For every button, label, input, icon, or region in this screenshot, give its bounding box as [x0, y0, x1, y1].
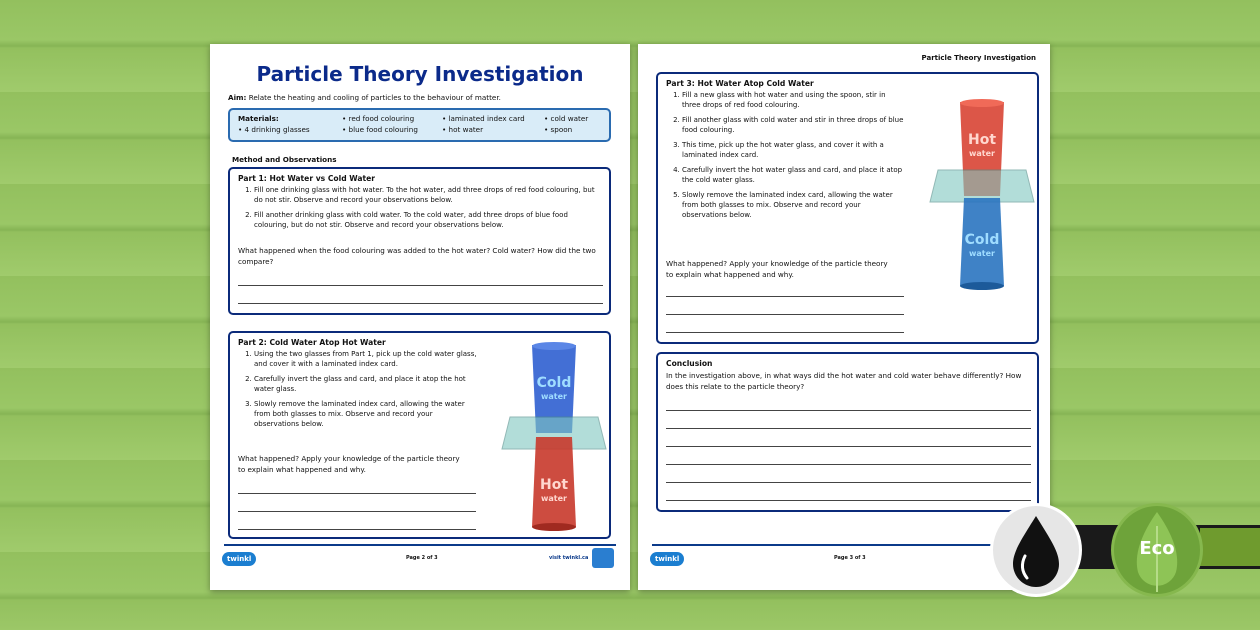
svg-text:Hot: Hot — [539, 477, 569, 493]
svg-text:water: water — [541, 392, 567, 401]
aim: Aim: Relate the heating and cooling of particles to the behaviour of matter. — [228, 93, 501, 102]
answer-line[interactable] — [238, 529, 476, 530]
answer-line[interactable] — [666, 446, 1031, 447]
svg-text:water: water — [541, 494, 567, 503]
answer-line[interactable] — [666, 482, 1031, 483]
page-title: Particle Theory Investigation — [256, 62, 584, 86]
badge-icon — [592, 548, 614, 568]
svg-text:water: water — [969, 149, 995, 158]
answer-line[interactable] — [666, 428, 1031, 429]
answer-line[interactable] — [238, 493, 476, 494]
twinkl-logo: twinkl — [650, 552, 684, 566]
answer-line[interactable] — [238, 511, 476, 512]
footer: twinkl Page 3 of 3 — [652, 544, 1036, 546]
answer-line[interactable] — [666, 296, 904, 297]
answer-line[interactable] — [666, 314, 904, 315]
worksheet-page-3 — [638, 44, 1050, 590]
part2-box: Part 2: Cold Water Atop Hot Water 1. Using the two glasses from Part 1, pick up the cold water glass, and cover it with a laminated index card. 2. Carefully invert the glass and card, and place it atop the hot water glass. 3. Slowly remove the laminated index card, allowing the water from both glasses to mix. Observe and record your observations below. What happened? Apply your knowledge of the particle theory to explain what happened and why. Cold water Hot water — [228, 331, 611, 539]
answer-line[interactable] — [238, 285, 603, 286]
part3-box: Part 3: Hot Water Atop Cold Water 1. Fill a new glass with hot water and using the spoon, stir in three drops of red food colouring. 2. Fill another glass with cold water and stir in three drops of blue food colouring. 3. This time, pick up the hot water glass, and cover it with a laminated index card. 4. Carefully invert the hot water glass and card, and place it atop the cold water glass. 5. Slowly remove the laminated index card, allowing the water from both glasses to mix. Observe and record your observations below. What happened? Apply your knowledge of the particle theory to explain what happened and why. Hot water Cold water — [656, 72, 1039, 344]
svg-text:Cold: Cold — [964, 232, 1000, 248]
glasses-illustration — [926, 98, 1038, 294]
section-heading: Method and Observations — [232, 155, 337, 164]
answer-line[interactable] — [666, 332, 904, 333]
answer-line[interactable] — [666, 464, 1031, 465]
answer-line[interactable] — [666, 410, 1031, 411]
answer-line[interactable] — [666, 500, 1031, 501]
footer: twinkl Page 2 of 3 visit twinkl.ca — [224, 544, 616, 546]
svg-text:Hot: Hot — [967, 132, 997, 148]
twinkl-logo: twinkl — [222, 552, 256, 566]
part1-steps: 1. Fill one drinking glass with hot water. To the hot water, add three drops of red food colouring, but do not stir. Observe and record your observations below. 2. Fill another drinking glass with cold water. To the cold water, add three drops of blue food colouring, but do not stir. Observe and record your observations below. — [238, 185, 598, 235]
glasses-illustration — [498, 341, 610, 533]
eco-badge: Eco — [1111, 503, 1203, 597]
worksheet-page-2 — [210, 44, 630, 590]
answer-line[interactable] — [238, 303, 603, 304]
ink-drop-badge — [990, 503, 1082, 597]
part3-steps: 1. Fill a new glass with hot water and using the spoon, stir in three drops of red food colouring. 2. Fill another glass with cold water and stir in three drops of blue food colouring. 3. This time, pick up the hot water glass, and cover it with a laminated index card. 4. Carefully invert the hot water glass and card, and place it atop the cold water glass. 5. Slowly remove the laminated index card, allowing the water from both glasses to mix. Observe and record your observations below. — [666, 90, 906, 225]
svg-text:water: water — [969, 249, 995, 258]
part1-box: Part 1: Hot Water vs Cold Water 1. Fill one drinking glass with hot water. To the hot water, add three drops of red food colouring, but do not stir. Observe and record your observations below. 2. Fill another drinking glass with cold water. To the cold water, add three drops of blue food colouring, but do not stir. Observe and record your observations below. What happened when the food colouring was added to the hot water? Cold water? How did the two compare? — [228, 167, 611, 315]
svg-text:Cold: Cold — [536, 375, 572, 391]
part2-steps: 1. Using the two glasses from Part 1, pick up the cold water glass, and cover it with a laminated index card. 2. Carefully invert the glass and card, and place it atop the hot water glass. 3. Slowly remove the laminated index card, allowing the water from both glasses to mix. Observe and record your observations below. — [238, 349, 478, 434]
ink-drop-icon — [993, 506, 1079, 594]
badge-bar-accent — [1200, 528, 1260, 566]
conclusion-box: Conclusion In the investigation above, in what ways did the hot water and cold water behave differently? How does this relate to the particle theory? — [656, 352, 1039, 512]
page-header: Particle Theory Investigation — [921, 54, 1036, 62]
materials-box: Materials: • 4 drinking glasses • red food colouring • blue food colouring • laminated index card • hot water • cold water • spoon — [228, 108, 611, 142]
